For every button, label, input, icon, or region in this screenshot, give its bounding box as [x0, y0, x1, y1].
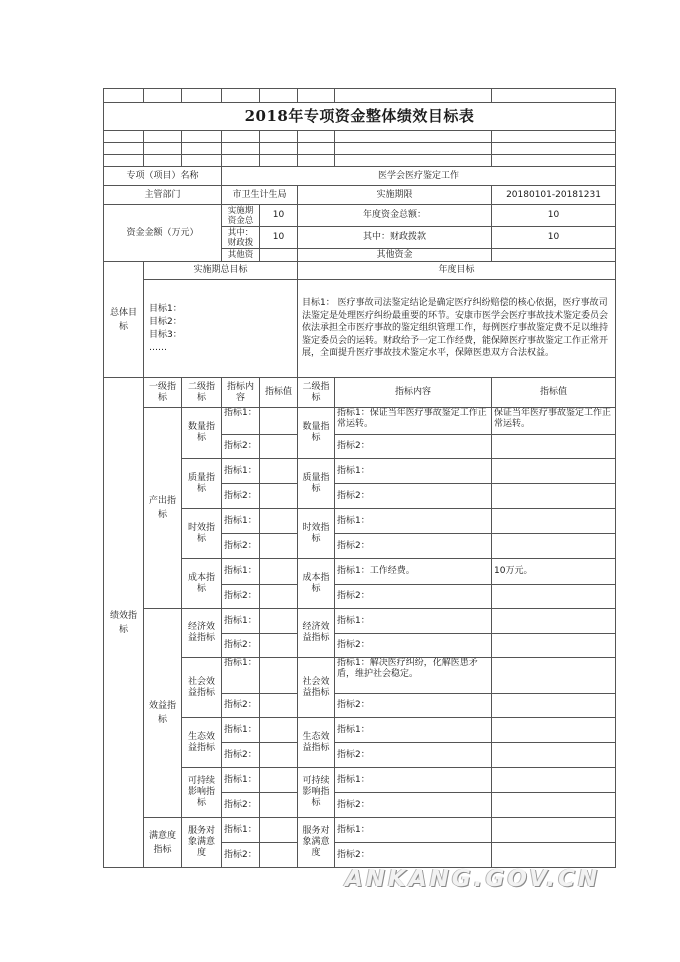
quality-sub-annual: 质量指标: [298, 459, 335, 509]
item-cell: 指标2：: [335, 585, 492, 609]
annual-goal-text: 目标1： 医疗事故司法鉴定结论是确定医疗纠纷赔偿的核心依据，医疗事故司法鉴定是处理医疗纠纷最重要的环节。安康市医学会医疗事故技术鉴定委员会依法承担全市医疗事故的鉴定组织管理工作，每例医疗事故鉴定费不足以维持鉴定委员会的运转。财政给予一定工作经费，能保障医疗事故鉴定工作正常开展，全面提升医疗事故技术鉴定水平，保障医患双方合法权益。: [298, 280, 616, 378]
content-annual-header: 指标内容: [335, 378, 492, 408]
period-label: 实施期限: [298, 186, 492, 205]
quantity-sub-annual: 数量指标: [298, 408, 335, 459]
performance-section: 绩效指标: [104, 378, 144, 868]
quality-sub: 质量指标: [182, 459, 222, 509]
fund-amount-label: 资金金额（万元）: [104, 205, 222, 262]
item-cell: 指标1：: [222, 658, 260, 694]
quantity-sub: 数量指标: [182, 408, 222, 459]
item-cell: 指标1：: [222, 509, 260, 534]
timeliness-sub: 时效指标: [182, 509, 222, 559]
period-value: 20180101-20181231: [492, 186, 616, 205]
item-cell: 指标2：: [222, 694, 260, 718]
annual-total-label: 年度资金总额：: [298, 205, 492, 227]
item-cell: 指标2：: [335, 634, 492, 658]
item-cell: 指标2：: [222, 534, 260, 559]
item-cell: 指标1：: [222, 459, 260, 484]
item-cell: 指标1：: [222, 609, 260, 634]
sustainable-sub-annual: 可持续影响指标: [298, 768, 335, 818]
item-cell: 指标2：: [335, 435, 492, 459]
performance-target-sheet: [103, 88, 615, 868]
fund-total-row: [104, 205, 616, 227]
item-cell: 指标1：: [335, 818, 492, 843]
sheet-title: 2018年专项资金整体绩效目标表: [104, 103, 616, 131]
overall-goal-row: [104, 280, 616, 378]
item-cell: 指标1：: [222, 718, 260, 743]
item-cell: 指标2：: [222, 634, 260, 658]
item-cell: 指标2：: [335, 534, 492, 559]
item-cell: 指标2：: [335, 484, 492, 509]
annual-goal-header: 年度目标: [298, 262, 616, 280]
economic-sub-annual: 经济效益指标: [298, 609, 335, 658]
cost-sub-annual: 成本指标: [298, 559, 335, 609]
item-cell: 指标2：: [335, 694, 492, 718]
ecological-sub: 生态效益指标: [182, 718, 222, 768]
item-cell: 指标2：: [222, 484, 260, 509]
item-cell: 指标1：: [335, 609, 492, 634]
annual-other-label: 其他资金: [298, 249, 492, 262]
other-fund-label: 其他资: [222, 249, 260, 262]
social-sub-annual: 社会效益指标: [298, 658, 335, 718]
level2-annual-header: 二级指标: [298, 378, 335, 408]
item-cell: 指标2：: [335, 743, 492, 768]
overall-goal-section: 总体目标: [104, 262, 144, 378]
social-content-1: 指标1：解决医疗纠纷，化解医患矛盾，维护社会稳定。: [335, 658, 492, 694]
ecological-sub-annual: 生态效益指标: [298, 718, 335, 768]
item-cell: 指标2：: [335, 843, 492, 868]
sustainable-sub: 可持续影响指标: [182, 768, 222, 818]
title-row: [104, 103, 616, 131]
period-goal-header: 实施期总目标: [144, 262, 298, 280]
value-header: 指标值: [260, 378, 298, 408]
performance-target-table: [103, 88, 616, 868]
item-cell: 指标1：: [335, 509, 492, 534]
item-cell: 指标2：: [222, 743, 260, 768]
item-cell: 指标1：: [222, 559, 260, 585]
fund-total-value: 10: [260, 205, 298, 227]
level2-header: 二级指标: [182, 378, 222, 408]
item-cell: 指标2：: [222, 435, 260, 459]
blank-row: [104, 143, 616, 155]
department-row: [104, 186, 616, 205]
cost-content-1: 指标1：工作经费。: [335, 559, 492, 585]
site-watermark: ANKANG.GOV.CN: [345, 866, 601, 892]
service-sub: 服务对象满意度: [182, 818, 222, 868]
item-cell: 指标2：: [335, 793, 492, 818]
project-name-value: 医学会医疗鉴定工作: [222, 167, 616, 186]
service-sub-annual: 服务对象满意度: [298, 818, 335, 868]
item-cell: 指标1：: [335, 459, 492, 484]
item-cell: 指标1：: [222, 408, 260, 435]
cost-value-1: 10万元。: [492, 559, 616, 585]
department-value: 市卫生计生局: [222, 186, 298, 205]
item-cell: 指标1：: [222, 818, 260, 843]
blank-row: [104, 131, 616, 143]
item-cell: 指标2：: [222, 843, 260, 868]
table-row: [104, 609, 616, 634]
table-row: [104, 408, 616, 435]
fiscal-label: 其中：财政拨: [222, 227, 260, 249]
annual-fiscal-value: 10: [492, 227, 616, 249]
period-goals-text: 目标1： 目标2： 目标3： ……: [144, 280, 298, 378]
satisfaction-group: 满意度指标: [144, 818, 182, 868]
annual-total-value: 10: [492, 205, 616, 227]
fiscal-value: 10: [260, 227, 298, 249]
item-cell: 指标1：: [335, 718, 492, 743]
value-annual-header: 指标值: [492, 378, 616, 408]
annual-fiscal-label: 其中：财政拨款: [298, 227, 492, 249]
overall-header-row: [104, 262, 616, 280]
item-cell: 指标2：: [222, 585, 260, 609]
level1-header: 一级指标: [144, 378, 182, 408]
timeliness-sub-annual: 时效指标: [298, 509, 335, 559]
blank-row: [104, 89, 616, 103]
table-row: [104, 818, 616, 843]
content-header: 指标内容: [222, 378, 260, 408]
item-cell: 指标1：: [335, 768, 492, 793]
economic-sub: 经济效益指标: [182, 609, 222, 658]
item-cell: 指标1：: [222, 768, 260, 793]
output-group: 产出指标: [144, 408, 182, 609]
quantity-value-1: 保证当年医疗事故鉴定工作正常运转。: [492, 408, 616, 435]
social-sub: 社会效益指标: [182, 658, 222, 718]
benefit-group: 效益指标: [144, 609, 182, 818]
project-name-row: [104, 167, 616, 186]
quantity-content-1: 指标1：保证当年医疗事故鉴定工作正常运转。: [335, 408, 492, 435]
performance-header-row: [104, 378, 616, 408]
cost-sub: 成本指标: [182, 559, 222, 609]
fund-total-label: 实施期资金总: [222, 205, 260, 227]
department-label: 主管部门: [104, 186, 222, 205]
blank-row: [104, 155, 616, 167]
project-name-label: 专项（项目）名称: [104, 167, 222, 186]
item-cell: 指标2：: [222, 793, 260, 818]
